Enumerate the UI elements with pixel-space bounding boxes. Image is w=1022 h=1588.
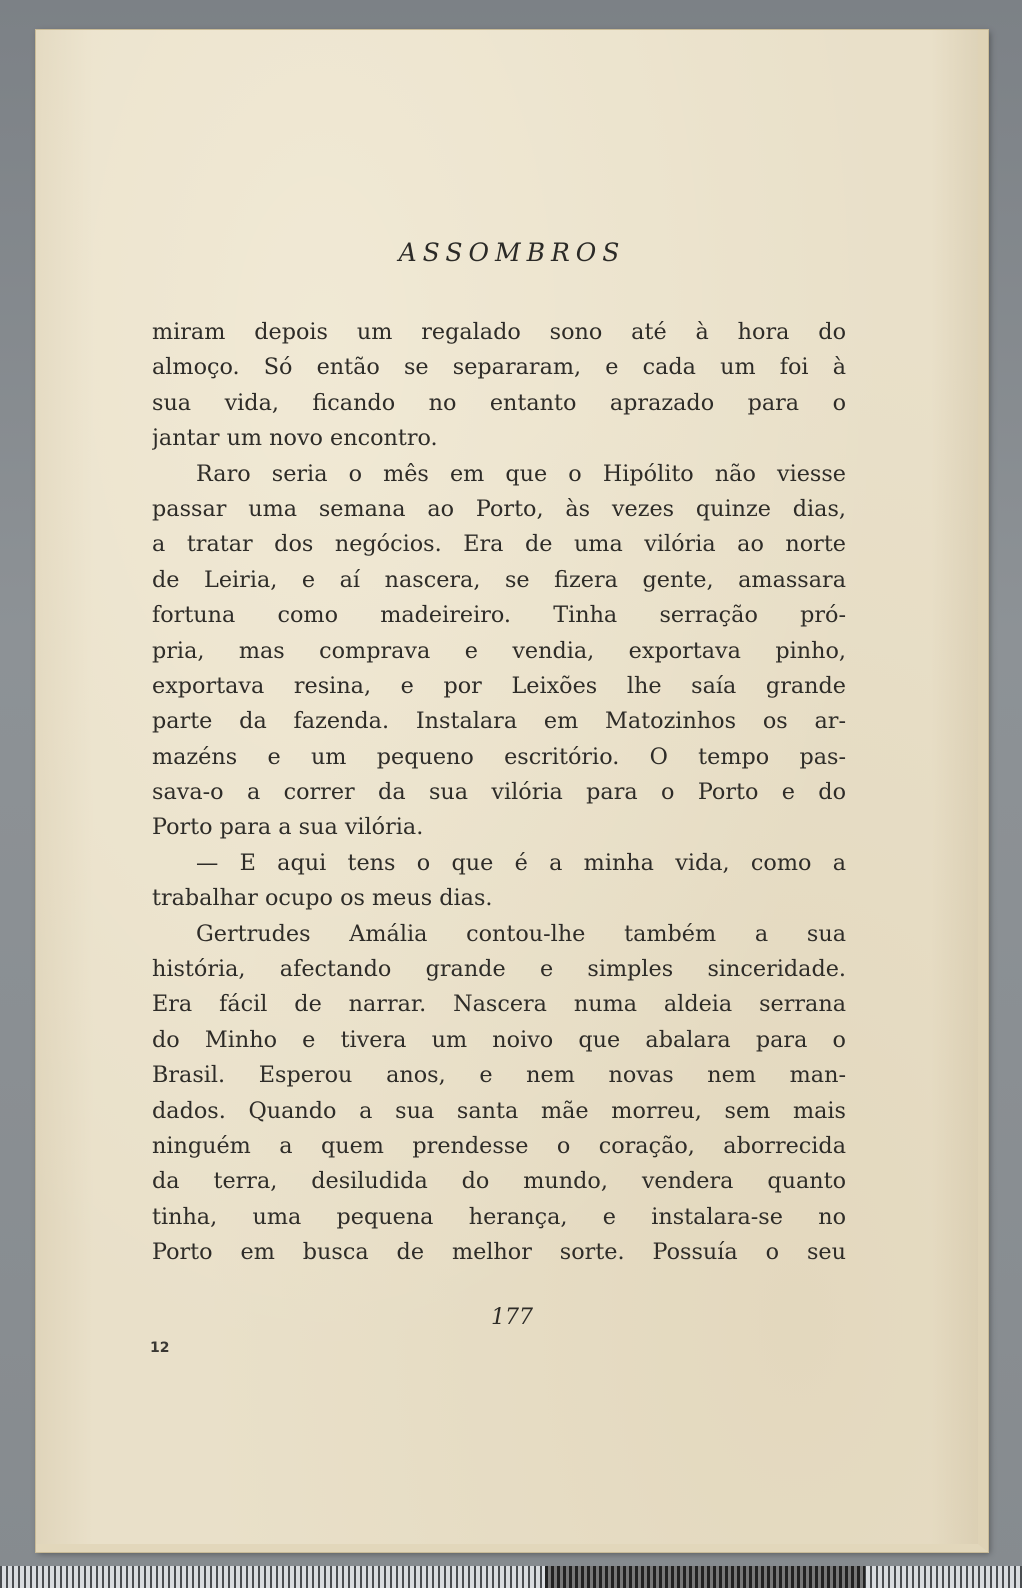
text-line: trabalhar ocupo os meus dias. <box>152 885 493 912</box>
running-title: ASSOMBROS <box>398 238 626 267</box>
text-line: jantar um novo encontro. <box>152 425 438 452</box>
text-line: Era fácil de narrar. Nascera numa aldeia serrana <box>152 991 846 1018</box>
scan-ruler-dark-segment <box>545 1566 865 1588</box>
text-line: tinha, uma pequena herança, e instalara-se no <box>152 1203 846 1230</box>
scan-ruler <box>0 1566 1022 1588</box>
text-line: da terra, desiludida do mundo, vendera quanto <box>152 1168 846 1195</box>
text-line: história, afectando grande e simples sinceridade. <box>152 956 846 983</box>
text-line: pria, mas comprava e vendia, exportava pinho, <box>152 637 846 664</box>
body-text <box>152 315 846 1271</box>
text-line: mazéns e um pequeno escritório. O tempo pas- <box>152 743 846 770</box>
text-line: Gertrudes Amália contou-lhe também a sua <box>196 920 846 947</box>
text-line: miram depois um regalado sono até à hora do <box>152 319 846 345</box>
text-line: almoço. Só então se separaram, e cada um foi à <box>152 354 846 381</box>
text-line: fortuna como madeireiro. Tinha serração pró- <box>152 602 846 629</box>
text-line: sua vida, ficando no entanto aprazado para o <box>152 389 846 416</box>
page-number: 177 <box>491 1305 533 1330</box>
text-line: exportava resina, e por Leixões lhe saía grande <box>152 672 846 699</box>
text-line: Raro seria o mês em que o Hipólito não viesse <box>196 460 846 487</box>
text-line: dados. Quando a sua santa mãe morreu, sem mais <box>152 1097 846 1124</box>
text-line: — E aqui tens o que é a minha vida, como a <box>196 849 846 876</box>
text-line: de Leiria, e aí nascera, se fizera gente, amassara <box>152 566 846 593</box>
text-line: Brasil. Esperou anos, e nem novas nem man- <box>152 1062 846 1089</box>
book-page <box>36 30 988 1552</box>
text-line: Porto em busca de melhor sorte. Possuía o seu <box>152 1239 846 1266</box>
text-line: parte da fazenda. Instalara em Matozinhos os ar- <box>152 708 846 735</box>
text-line: passar uma semana ao Porto, às vezes quinze dias, <box>152 495 846 522</box>
text-line: ninguém a quem prendesse o coração, aborrecida <box>152 1132 846 1159</box>
text-line: do Minho e tivera um noivo que abalara para o <box>152 1026 846 1053</box>
signature-mark: 12 <box>150 1340 170 1356</box>
text-line: sava-o a correr da sua vilória para o Porto e do <box>152 779 846 806</box>
text-line: a tratar dos negócios. Era de uma vilória ao norte <box>152 531 846 558</box>
text-line: Porto para a sua vilória. <box>152 814 424 841</box>
